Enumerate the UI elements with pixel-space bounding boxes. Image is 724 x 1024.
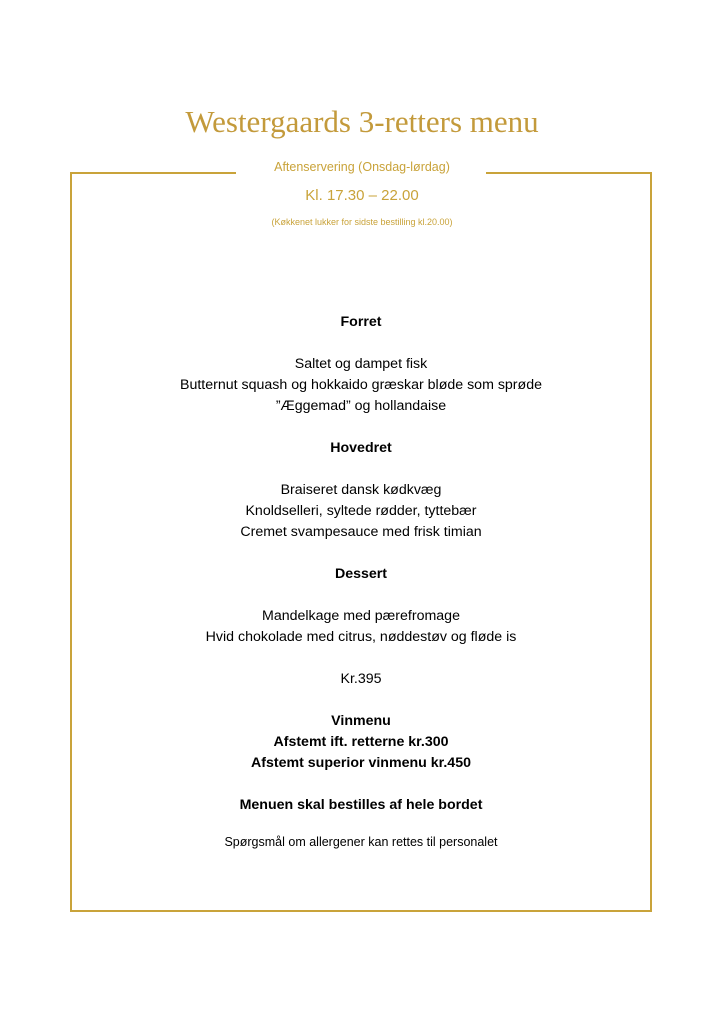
starter-item: Saltet og dampet fisk — [294, 356, 428, 372]
service-hours: Kl. 17.30 – 22.00 — [305, 187, 419, 204]
dessert-item: Mandelkage med pærefromage — [262, 608, 460, 624]
main-heading: Hovedret — [330, 440, 392, 456]
wine-option: Afstemt superior vinmenu kr.450 — [251, 755, 471, 771]
menu-price: Kr.395 — [340, 671, 382, 687]
main-item: Cremet svampesauce med frisk timian — [240, 524, 482, 540]
menu-title: Westergaards 3-retters menu — [185, 104, 539, 139]
menu-content — [72, 312, 650, 852]
starter-heading: Forret — [340, 314, 382, 330]
dessert-heading: Dessert — [334, 566, 388, 582]
whole-table-note: Menuen skal bestilles af hele bordet — [239, 797, 483, 813]
service-days: Aftenservering (Onsdag-lørdag) — [274, 160, 450, 174]
dessert-item: Hvid chokolade med citrus, nøddestøv og fløde is — [205, 629, 517, 645]
main-item: Braiseret dansk kødkvæg — [280, 482, 442, 498]
main-item: Knoldselleri, syltede rødder, tyttebær — [245, 503, 477, 519]
wine-option: Afstemt ift. retterne kr.300 — [273, 734, 449, 750]
starter-item: ”Æggemad” og hollandaise — [275, 398, 447, 414]
allergen-note: Spørgsmål om allergener kan rettes til personalet — [224, 835, 498, 849]
starter-item: Butternut squash og hokkaido græskar bløde som sprøde — [180, 377, 542, 393]
wine-heading: Vinmenu — [331, 713, 391, 729]
kitchen-closing-note: (Køkkenet lukker for sidste bestilling kl.20.00) — [271, 217, 453, 227]
